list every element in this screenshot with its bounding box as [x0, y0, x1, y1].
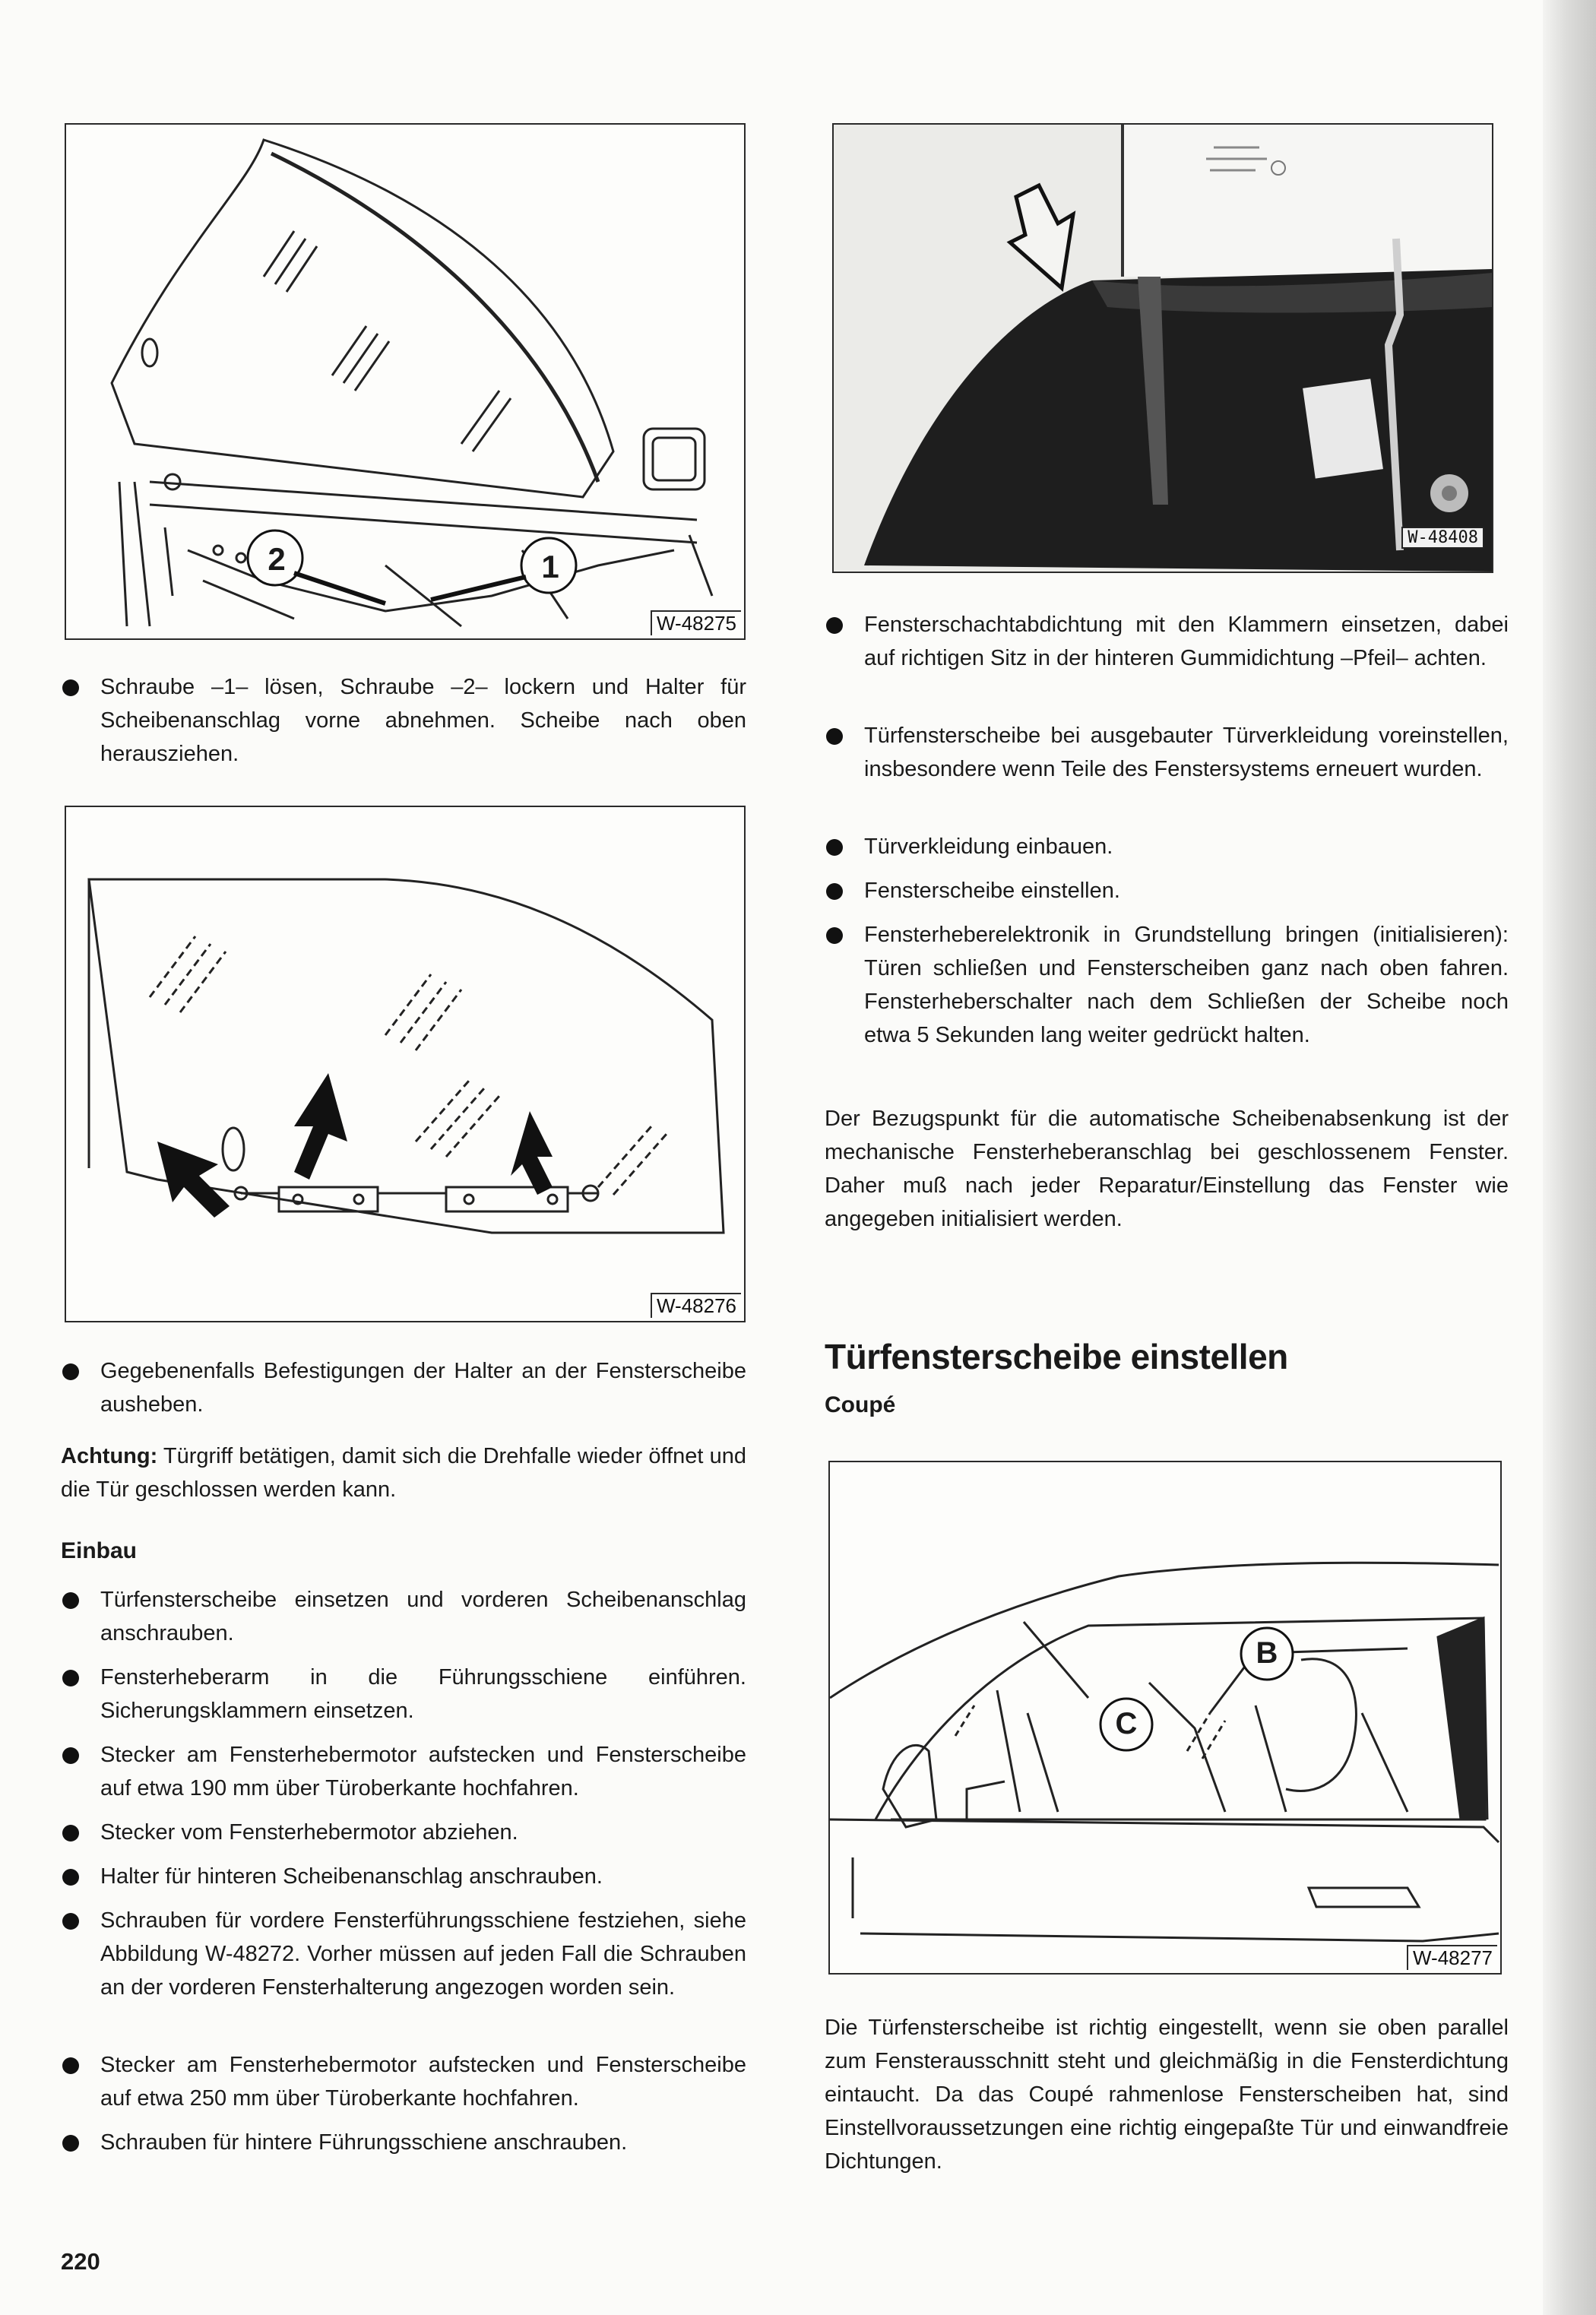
callout-2: 2 [268, 541, 286, 577]
section-heading-einbau: Einbau [61, 1538, 138, 1563]
door-seal-photo [834, 125, 1492, 572]
figure-w48277 [828, 1461, 1502, 1975]
callout-b: B [1256, 1636, 1278, 1670]
paragraph: Der Bezugspunkt für die automatische Scheibenabsenkung ist der mechanische Fensterheberanschlag bei geschlossenem Fenster. Daher muß nach jeder Reparatur/Einstellung das Fenster wie angegeben initialisiert werden. [825, 1107, 1509, 1231]
warning-label: Achtung: [61, 1444, 158, 1468]
paragraph: Die Türfensterscheibe ist richtig eingestellt, wenn sie oben parallel zum Fensterausschnitt steht und gleichmäßig in die Fensterdichtung eintaucht. Da das Coupé rahmenlose Fensterscheiben hat, sind Einstellvoraussetzungen eine richtig eingepaßte Tür und einwandfreie Dichtungen. [825, 2016, 1509, 2174]
warning-paragraph [61, 1439, 746, 1506]
list-item: Stecker vom Fensterhebermotor abziehen. [61, 1816, 746, 1849]
door-glass-screws-drawing [66, 125, 744, 638]
list-item: Fensterheberelektronik in Grundstellung bringen (initialisieren): Türen schließen und Fensterscheiben ganz nach oben fahren. Fensterheberschalter nach dem Schließen der Scheibe noch etwa 5 Sekunden lang weiter gedrückt halten. [825, 918, 1509, 1052]
list-item: Schraube –1– lösen, Schraube –2– lockern und Halter für Scheibenanschlag vorne abnehmen. Scheibe nach oben herausziehen. [61, 670, 746, 771]
list-item: Stecker am Fensterhebermotor aufstecken und Fensterscheibe auf etwa 250 mm über Türoberkante hochfahren. [61, 2048, 746, 2115]
callout-1: 1 [541, 549, 559, 584]
figure-label: W-48275 [651, 610, 741, 635]
list-item: Stecker am Fensterhebermotor aufstecken und Fensterscheibe auf etwa 190 mm über Türoberkante hochfahren. [61, 1738, 746, 1805]
list-item: Fensterschachtabdichtung mit den Klammern einsetzen, dabei auf richtigen Sitz in der hinteren Gummidichtung –Pfeil– achten. [825, 608, 1509, 675]
warning-text: Türgriff betätigen, damit sich die Drehfalle wieder öffnet und die Tür geschlossen werden kann. [61, 1444, 746, 1502]
figure-w48408 [832, 123, 1493, 573]
list-item: Türfensterscheibe einsetzen und vorderen Scheibenanschlag anschrauben. [61, 1583, 746, 1650]
list-item: Schrauben für hintere Führungsschiene anschrauben. [61, 2126, 746, 2159]
list-item: Fensterscheibe einstellen. [825, 874, 1509, 907]
callout-c: C [1115, 1707, 1138, 1740]
section-subheading: Coupé [825, 1392, 896, 1417]
figure-w48275 [65, 123, 746, 640]
page-edge-shadow [1543, 0, 1596, 2315]
list-item: Türverkleidung einbauen. [825, 830, 1509, 863]
list-item: Fensterheberarm in die Führungsschiene einführen. Sicherungsklammern einsetzen. [61, 1661, 746, 1728]
figure-w48276 [65, 806, 746, 1322]
list-item: Schrauben für vordere Fensterführungsschiene festziehen, siehe Abbildung W-48272. Vorher müssen auf jeden Fall die Schrauben an der vorderen Fensterhalterung angezogen worden sein. [61, 1904, 746, 2004]
figure-label: W-48408 [1401, 527, 1484, 549]
page-number: 220 [61, 2248, 100, 2275]
window-glass-holders-drawing [66, 807, 744, 1321]
coupe-door-window-drawing [830, 1462, 1500, 1973]
figure-label: W-48276 [651, 1293, 741, 1318]
list-item: Türfensterscheibe bei ausgebauter Türverkleidung voreinstellen, insbesondere wenn Teile des Fenstersystems erneuert wurden. [825, 719, 1509, 786]
list-item: Halter für hinteren Scheibenanschlag anschrauben. [61, 1860, 746, 1893]
section-heading: Türfensterscheibe einstellen [825, 1337, 1288, 1376]
figure-label: W-48277 [1407, 1945, 1497, 1970]
list-item: Gegebenenfalls Befestigungen der Halter an der Fensterscheibe ausheben. [61, 1354, 746, 1421]
